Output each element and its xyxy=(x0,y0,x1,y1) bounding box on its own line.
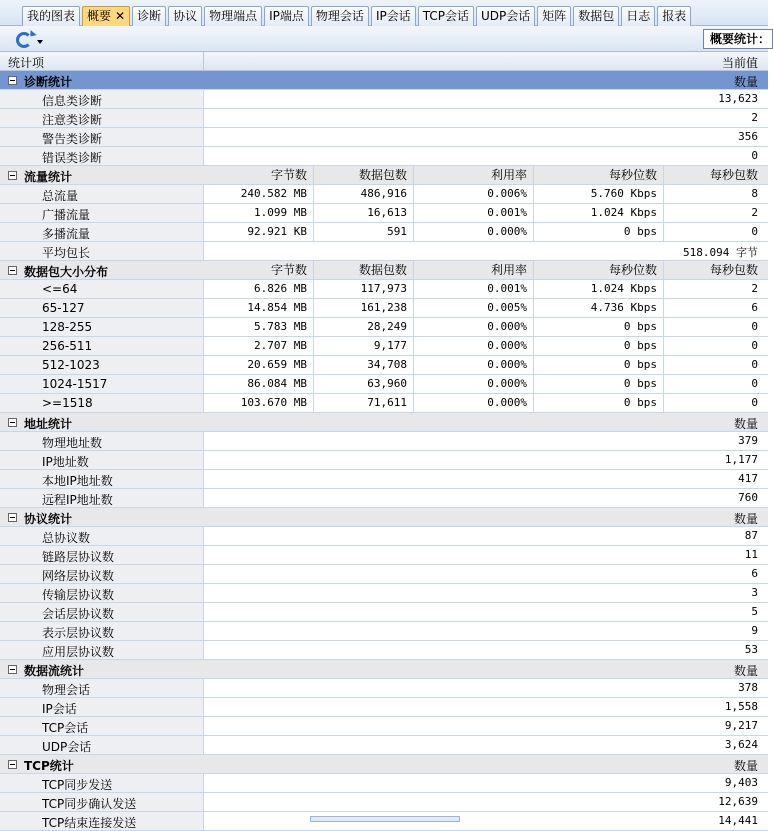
table-cell: 0 xyxy=(751,358,758,371)
row-label-cell xyxy=(0,451,204,469)
column-header[interactable]: 利用率 xyxy=(414,166,534,184)
row-value: 417 xyxy=(738,472,758,485)
row-label: 传输层协议数 xyxy=(42,588,115,602)
row-value: 3,624 xyxy=(724,738,758,751)
row-value: 1,558 xyxy=(724,700,758,713)
table-cell: 0 bps xyxy=(534,318,664,336)
value-column-header: 数量 xyxy=(733,664,758,678)
row-label-cell xyxy=(0,736,204,754)
table-cell: 2 xyxy=(751,282,758,295)
row-value: 9,217 xyxy=(724,719,758,732)
row-label: 信息类诊断 xyxy=(42,94,103,108)
row-label-cell xyxy=(0,185,204,203)
row-label-cell xyxy=(0,527,204,545)
row-label: 512-1023 xyxy=(42,358,100,372)
close-icon[interactable]: ✕ xyxy=(115,9,126,23)
section-title: TCP统计 xyxy=(24,759,74,773)
table-cell: 2 xyxy=(751,206,758,219)
row-label: 总协议数 xyxy=(42,531,91,545)
row-label-cell xyxy=(0,679,204,697)
table-row[interactable] xyxy=(0,679,768,698)
header-divider xyxy=(203,52,204,70)
table-cell: 86.084 MB xyxy=(204,375,314,393)
row-label: 65-127 xyxy=(42,301,85,315)
row-value: 87 xyxy=(744,529,758,542)
row-value: 11 xyxy=(744,548,758,561)
row-label-cell xyxy=(0,394,204,412)
refresh-button[interactable] xyxy=(6,28,40,50)
row-value: 12,639 xyxy=(718,795,758,808)
table-cell: 0 xyxy=(751,320,758,333)
row-value: 6 xyxy=(751,567,758,580)
tab-11[interactable] xyxy=(537,6,571,26)
stat-type-select[interactable]: 概要统计： xyxy=(703,29,773,49)
table-cell: 0.001% xyxy=(414,204,534,222)
row-label-cell xyxy=(0,356,204,374)
tab-label: 日志 xyxy=(626,9,651,23)
column-header[interactable]: 字节数 xyxy=(204,261,314,279)
table-cell: 4.736 Kbps xyxy=(534,299,664,317)
column-header[interactable]: 字节数 xyxy=(204,166,314,184)
collapse-toggle-icon[interactable] xyxy=(8,513,17,522)
row-label-cell xyxy=(0,318,204,336)
column-header[interactable]: 数据包数 xyxy=(314,166,414,184)
tab-label: TCP会话 xyxy=(422,9,469,23)
tab-8[interactable] xyxy=(371,6,416,26)
table-cell: 20.659 MB xyxy=(204,356,314,374)
table-cell: 0.000% xyxy=(414,223,534,241)
table-row[interactable] xyxy=(0,318,768,337)
row-value: 9,403 xyxy=(724,776,758,789)
row-label: UDP会话 xyxy=(42,740,92,754)
table-row[interactable] xyxy=(0,185,768,204)
table-cell: 0 bps xyxy=(534,375,664,393)
value-column-header: 数量 xyxy=(733,75,758,89)
table-cell: 9,177 xyxy=(314,337,414,355)
tab-2[interactable] xyxy=(82,6,130,27)
table-row[interactable] xyxy=(0,603,768,622)
summary-grid xyxy=(0,52,768,831)
value-column-header: 数量 xyxy=(733,417,758,431)
tab-1[interactable] xyxy=(22,6,80,26)
row-label: 会话层协议数 xyxy=(42,607,115,621)
row-value: 378 xyxy=(738,681,758,694)
table-cell: 8 xyxy=(751,187,758,200)
table-row[interactable] xyxy=(0,90,768,109)
collapse-toggle-icon[interactable] xyxy=(8,76,17,85)
row-label-cell xyxy=(0,280,204,298)
table-row[interactable] xyxy=(0,337,768,356)
table-row[interactable] xyxy=(0,774,768,793)
table-cell: 0 bps xyxy=(534,337,664,355)
tab-12[interactable] xyxy=(573,6,619,26)
column-header[interactable]: 每秒包数 xyxy=(709,263,758,277)
column-header[interactable]: 利用率 xyxy=(414,261,534,279)
tab-strip xyxy=(22,6,693,26)
collapse-toggle-icon[interactable] xyxy=(8,171,17,180)
tab-label: 矩阵 xyxy=(542,9,567,23)
table-cell: 0 bps xyxy=(534,223,664,241)
tab-bar xyxy=(0,0,768,26)
row-label: TCP结束连接发送 xyxy=(42,816,137,830)
table-cell: 5.783 MB xyxy=(204,318,314,336)
table-cell: 0.000% xyxy=(414,394,534,412)
tab-label: 报表 xyxy=(662,9,687,23)
row-label: <=64 xyxy=(42,282,78,296)
table-cell: 0.000% xyxy=(414,337,534,355)
table-cell: 0.006% xyxy=(414,185,534,203)
tab-label: 我的图表 xyxy=(27,9,76,23)
section-title: 数据包大小分布 xyxy=(24,265,109,279)
row-value: 760 xyxy=(738,491,758,504)
table-row[interactable] xyxy=(0,147,768,166)
section-proto xyxy=(0,508,768,527)
row-value: 2 xyxy=(751,111,758,124)
row-label: 总流量 xyxy=(42,189,79,203)
tab-14[interactable] xyxy=(657,6,691,26)
row-value: 53 xyxy=(744,643,758,656)
section-diag xyxy=(0,71,768,90)
section-title: 协议统计 xyxy=(24,512,73,526)
tab-label: 物理端点 xyxy=(209,9,258,23)
tab-label: 数据包 xyxy=(578,9,615,23)
section-title: 数据流统计 xyxy=(24,664,85,678)
tab-3[interactable] xyxy=(132,6,166,26)
column-header[interactable]: 每秒包数 xyxy=(709,168,758,182)
row-label: 多播流量 xyxy=(42,227,91,241)
row-label-cell xyxy=(0,299,204,317)
row-label: 网络层协议数 xyxy=(42,569,115,583)
table-cell: 0.000% xyxy=(414,356,534,374)
value-column-header: 数量 xyxy=(733,512,758,526)
header-current-value[interactable]: 当前值 xyxy=(721,56,758,70)
table-row[interactable] xyxy=(0,565,768,584)
row-label: 广播流量 xyxy=(42,208,91,222)
table-cell: 0.001% xyxy=(414,280,534,298)
table-row[interactable] xyxy=(0,641,768,660)
tab-label: IP会话 xyxy=(375,9,411,23)
table-row[interactable] xyxy=(0,204,768,223)
row-label: 物理会话 xyxy=(42,683,91,697)
table-row[interactable] xyxy=(0,546,768,565)
table-cell: 240.582 MB xyxy=(204,185,314,203)
table-row[interactable] xyxy=(0,394,768,413)
table-cell: 1.024 Kbps xyxy=(534,280,664,298)
table-cell: 14.854 MB xyxy=(204,299,314,317)
tab-10[interactable] xyxy=(476,6,535,26)
tab-7[interactable] xyxy=(311,6,369,26)
collapse-toggle-icon[interactable] xyxy=(8,760,17,769)
row-label: TCP会话 xyxy=(42,721,89,735)
column-header[interactable]: 每秒位数 xyxy=(534,261,664,279)
section-title: 流量统计 xyxy=(24,170,73,184)
row-label: >=1518 xyxy=(42,396,93,410)
table-row[interactable] xyxy=(0,717,768,736)
section-tcp xyxy=(0,755,768,774)
row-label: 物理地址数 xyxy=(42,436,103,450)
tab-13[interactable] xyxy=(621,6,655,26)
table-row[interactable] xyxy=(0,451,768,470)
table-cell: 0.005% xyxy=(414,299,534,317)
row-value: 13,623 xyxy=(718,92,758,105)
table-cell: 0 xyxy=(751,396,758,409)
table-row[interactable] xyxy=(0,242,768,261)
row-label: 表示层协议数 xyxy=(42,626,115,640)
table-cell: 16,613 xyxy=(314,204,414,222)
table-cell: 6.826 MB xyxy=(204,280,314,298)
section-traffic xyxy=(0,166,768,185)
section-title: 诊断统计 xyxy=(24,75,73,89)
table-cell: 71,611 xyxy=(314,394,414,412)
section-addr xyxy=(0,413,768,432)
table-row[interactable] xyxy=(0,299,768,318)
row-label: 128-255 xyxy=(42,320,93,334)
row-label: TCP同步发送 xyxy=(42,778,113,792)
table-row[interactable] xyxy=(0,128,768,147)
row-label: 错误类诊断 xyxy=(42,151,103,165)
table-cell: 63,960 xyxy=(314,375,414,393)
table-cell: 486,916 xyxy=(314,185,414,203)
section-title: 地址统计 xyxy=(24,417,73,431)
tab-label: 协议 xyxy=(173,9,198,23)
row-label: 平均包长 xyxy=(42,246,91,260)
table-row[interactable] xyxy=(0,109,768,128)
row-value: 14,441 xyxy=(718,814,758,827)
collapse-toggle-icon[interactable] xyxy=(8,418,17,427)
table-cell: 117,973 xyxy=(314,280,414,298)
tab-label: UDP会话 xyxy=(480,9,531,23)
table-row[interactable] xyxy=(0,470,768,489)
table-cell: 0.000% xyxy=(414,318,534,336)
table-row[interactable] xyxy=(0,223,768,242)
table-cell: 6 xyxy=(751,301,758,314)
row-label: IP会话 xyxy=(42,702,77,716)
row-value: 356 xyxy=(738,130,758,143)
table-cell: 28,249 xyxy=(314,318,414,336)
table-cell: 1.024 Kbps xyxy=(534,204,664,222)
table-row[interactable] xyxy=(0,375,768,394)
table-row[interactable] xyxy=(0,432,768,451)
row-label: 链路层协议数 xyxy=(42,550,115,564)
row-value: 9 xyxy=(751,624,758,637)
table-cell: 0 bps xyxy=(534,394,664,412)
tab-label: IP端点 xyxy=(269,9,304,23)
header-stat-item[interactable]: 统计项 xyxy=(8,56,45,70)
grid-header xyxy=(0,52,768,71)
row-label: TCP同步确认发送 xyxy=(42,797,137,811)
row-label-cell xyxy=(0,204,204,222)
row-label: 256-511 xyxy=(42,339,93,353)
collapse-toggle-icon[interactable] xyxy=(8,266,17,275)
table-cell: 1.099 MB xyxy=(204,204,314,222)
column-header[interactable]: 数据包数 xyxy=(314,261,414,279)
toolbar xyxy=(0,26,771,52)
table-cell: 591 xyxy=(314,223,414,241)
row-label-cell xyxy=(0,698,204,716)
row-label-cell xyxy=(0,717,204,735)
row-label: 1024-1517 xyxy=(42,377,108,391)
table-row[interactable] xyxy=(0,527,768,546)
table-row[interactable] xyxy=(0,489,768,508)
table-cell: 0 xyxy=(751,377,758,390)
table-row[interactable] xyxy=(0,280,768,299)
chevron-down-icon xyxy=(37,40,43,44)
tab-9[interactable] xyxy=(418,6,474,26)
row-label-cell xyxy=(0,242,204,260)
row-label: 远程IP地址数 xyxy=(42,493,113,507)
table-row[interactable] xyxy=(0,622,768,641)
table-cell: 103.670 MB xyxy=(204,394,314,412)
row-label: 注意类诊断 xyxy=(42,113,103,127)
row-label: 警告类诊断 xyxy=(42,132,103,146)
tab-label: 诊断 xyxy=(137,9,162,23)
table-row[interactable] xyxy=(0,736,768,755)
table-cell: 92.921 KB xyxy=(204,223,314,241)
row-label: IP地址数 xyxy=(42,455,89,469)
value-column-header: 数量 xyxy=(733,759,758,773)
table-row[interactable] xyxy=(0,793,768,812)
row-value: 0 xyxy=(751,149,758,162)
row-value: 5 xyxy=(751,605,758,618)
table-cell: 0 xyxy=(751,339,758,352)
table-cell: 0 xyxy=(751,225,758,238)
table-row[interactable] xyxy=(0,698,768,717)
section-flow xyxy=(0,660,768,679)
table-cell: 161,238 xyxy=(314,299,414,317)
row-value: 1,177 xyxy=(724,453,758,466)
column-header[interactable]: 每秒位数 xyxy=(534,166,664,184)
tab-5[interactable] xyxy=(204,6,262,26)
table-cell: 34,708 xyxy=(314,356,414,374)
row-label-cell xyxy=(0,223,204,241)
table-cell: 5.760 Kbps xyxy=(534,185,664,203)
row-value: 379 xyxy=(738,434,758,447)
table-row[interactable] xyxy=(0,584,768,603)
section-sizes xyxy=(0,261,768,280)
table-row[interactable] xyxy=(0,356,768,375)
table-cell: 0 bps xyxy=(534,356,664,374)
grid-body xyxy=(0,71,768,831)
tab-label: 概要 xyxy=(87,9,112,23)
collapse-toggle-icon[interactable] xyxy=(8,665,17,674)
row-label: 应用层协议数 xyxy=(42,645,115,659)
tab-6[interactable] xyxy=(264,6,309,26)
tab-4[interactable] xyxy=(168,6,202,26)
row-label: 本地IP地址数 xyxy=(42,474,113,488)
table-cell: 2.707 MB xyxy=(204,337,314,355)
row-label-cell xyxy=(0,337,204,355)
tab-label: 物理会话 xyxy=(315,9,364,23)
row-value: 518.094 字节 xyxy=(683,246,758,259)
horizontal-scrollbar[interactable] xyxy=(310,816,460,822)
row-value: 3 xyxy=(751,586,758,599)
table-cell: 0.000% xyxy=(414,375,534,393)
